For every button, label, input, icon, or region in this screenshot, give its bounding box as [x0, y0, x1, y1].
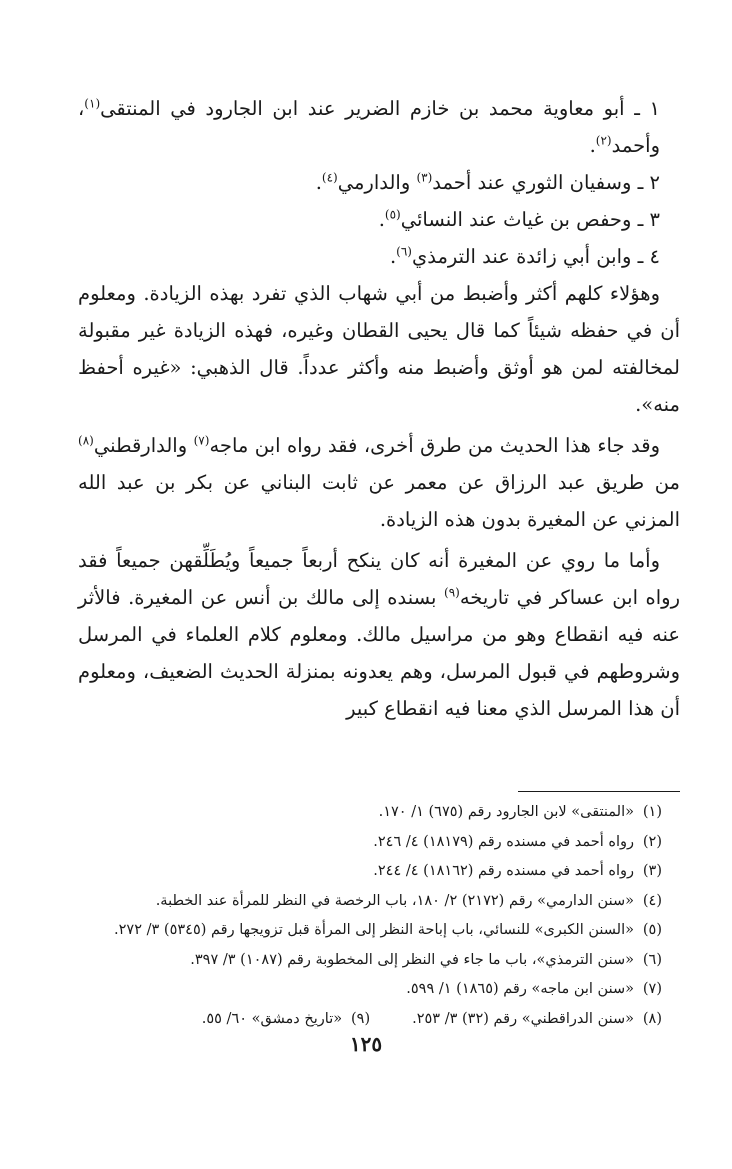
footnote-ref: (٧) — [193, 433, 210, 448]
footnote-ref: (٤) — [321, 170, 338, 185]
paragraph-1: وهؤلاء كلهم أكثر وأضبط من أبي شهاب الذي تفرد بهذه الزيادة. ومعلوم أن في حفظه شيئاً كما قال يحيى القطان وغيره، فهذه الزيادة غير مقبولة لمخالفته لمن هو أوثق وأضبط منه وأكثر عدداً. قال الذهبي: «غيره أحفظ منه». — [78, 282, 680, 416]
footnote-ref: (١) — [84, 96, 101, 111]
page-number: ١٢٥ — [349, 1032, 383, 1056]
footnote-ref: (٥) — [384, 207, 401, 222]
footnote: (٢)رواه أحمد في مسنده رقم (١٨١٧٩) ٤/ ٢٤٦. — [373, 833, 662, 850]
footnote-ref: (٦) — [396, 244, 412, 259]
footnote: (٣)رواه أحمد في مسنده رقم (١٨١٦٢) ٤/ ٢٤٤. — [373, 863, 662, 879]
footnote-divider — [518, 791, 680, 792]
footnote-ref: (٨) — [78, 433, 94, 448]
footnote: (١)«المنتقى» لابن الجارود رقم (٦٧٥) ١/ ١٧٠. — [378, 804, 662, 820]
footnote: (٧)«سنن ابن ماجه» رقم (١٨٦٥) ١/ ٥٩٩. — [406, 981, 662, 997]
narrator-item-1: ١ ـ أبو معاوية محمد بن خازم الضرير عند ابن الجارود في المنتقى$^{(١)}$، وأحمد$^{(٢)}$. — [78, 96, 660, 157]
narrator-item-2: ٢ ـ وسفيان الثوري عند أحمد$^{(٣)}$ والدارمي$^{(٤)}$. — [315, 170, 660, 194]
footnote-ref: (٩) — [444, 585, 460, 600]
narrator-item-3: ٣ ـ وحفص بن غياث عند النسائي$^{(٥)}$. — [378, 207, 660, 231]
paragraph-3: وأما ما روي عن المغيرة أنه كان ينكح أربعاً جميعاً ويُطَلِّقهن جميعاً فقد رواه ابن عساكر في تاريخه$^{(٩)}$ بسنده إلى مالك بن أنس عن المغيرة. فالأثر عنه فيه انقطاع وهو من مراسيل مالك. ومعلوم كلام العلماء في المرسل وشروطهم في قبول المرسل، وهم يعدونه بمنزلة الحديث الضعيف، ومعلوم أن هذا المرسل الذي معنا فيه انقطاع كبير — [78, 549, 680, 720]
footnote: (٨)«سنن الدراقطني» رقم (٣٢) ٣/ ٢٥٣.(٩)«تاريخ دمشق» ٦٠/ ٥٥. — [201, 1010, 662, 1027]
narrator-item-4: ٤ ـ وابن أبي زائدة عند الترمذي$^{(٦)}$. — [389, 244, 660, 268]
footnote: (٤)«سنن الدارمي» رقم (٢١٧٢) ٢/ ١٨٠، باب الرخصة في النظر للمرأة عند الخطبة. — [155, 892, 662, 909]
paragraph-2: وقد جاء هذا الحديث من طرق أخرى، فقد رواه ابن ماجه$^{(٧)}$ والدارقطني$^{(٨)}$ من طريق عبد الرزاق عن معمر عن ثابت البناني عن بكر بن عبد الله المزني عن المغيرة بدون هذه الزيادة. — [78, 433, 680, 531]
footnote-ref: (٣) — [416, 170, 433, 185]
footnote: (٦)«سنن الترمذي»، باب ما جاء في النظر إلى المخطوبة رقم (١٠٨٧) ٣/ ٣٩٧. — [190, 951, 662, 968]
main-text — [78, 90, 680, 727]
footnote-ref: (٢) — [595, 133, 612, 148]
footnote: (٥)«السنن الكبرى» للنسائي، باب إباحة النظر إلى المرأة قبل تزويجها رقم (٥٣٤٥) ٣/ ٢٧٢. — [114, 922, 662, 938]
footnotes — [78, 798, 680, 1034]
